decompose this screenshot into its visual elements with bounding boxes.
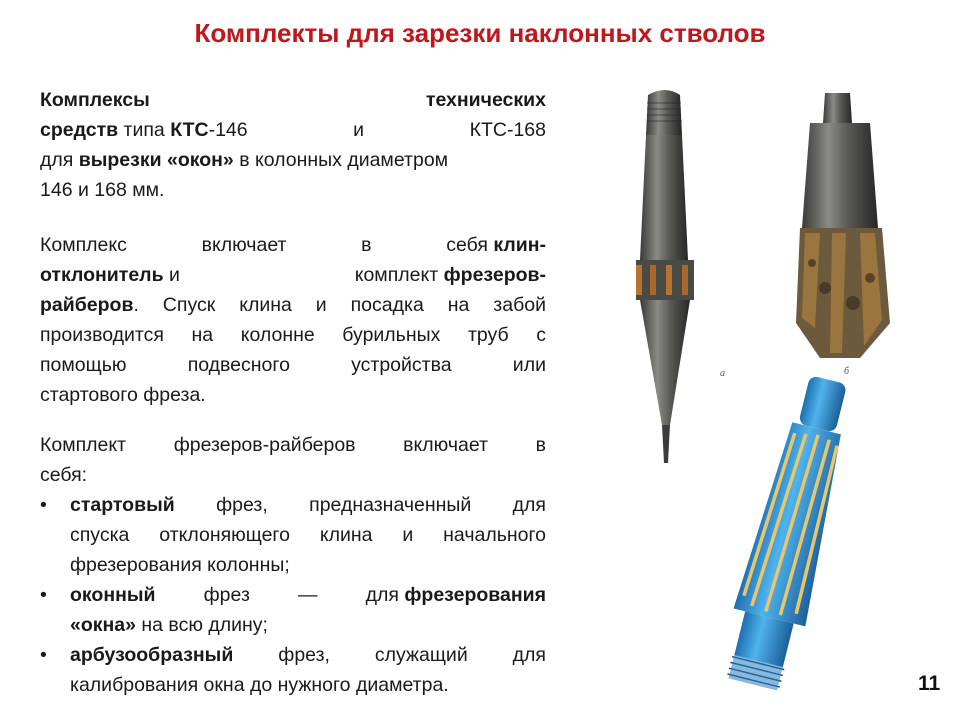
text-rayberov: райберов bbox=[40, 294, 134, 316]
text-frezerov: фрезеров- bbox=[443, 264, 546, 286]
list-item bbox=[40, 580, 546, 640]
text-146: -146 bbox=[208, 119, 248, 141]
text-ili: или bbox=[512, 354, 546, 376]
text-pomoshchyu: помощью bbox=[40, 354, 127, 376]
text-dlya2: для bbox=[365, 584, 405, 606]
text-kalibrovaniya: калибрования окна до нужного диаметра. bbox=[70, 674, 449, 696]
page-number: 11 bbox=[918, 672, 941, 695]
text-komplekt: комплект bbox=[354, 264, 444, 286]
text-frez: фрез bbox=[203, 584, 250, 606]
bullet-list bbox=[40, 490, 546, 700]
text-frez-prednaznachennyy: фрез, предназначенный для bbox=[174, 494, 546, 516]
list-item bbox=[40, 490, 546, 580]
text-sebya2: себя: bbox=[40, 464, 88, 486]
text-frezerov-rayberov: фрезеров-райберов bbox=[173, 434, 356, 456]
text-tipa: типа bbox=[118, 119, 171, 141]
text-spuska-klina: спуска отклоняющего клина и начального bbox=[70, 524, 546, 546]
text-kts-168: КТС-168 bbox=[469, 119, 546, 141]
text-vyrezki-okon: вырезки «окон» bbox=[78, 149, 234, 171]
text-sebya: себя bbox=[446, 234, 494, 256]
paragraph-3 bbox=[40, 430, 546, 490]
text-vklyuchaet2: включает bbox=[403, 434, 488, 456]
list-item bbox=[40, 640, 546, 700]
paragraph-2 bbox=[40, 230, 546, 410]
text-klin: клин- bbox=[493, 234, 546, 256]
text-frez-sluzhashchiy: фрез, служащий для bbox=[233, 644, 546, 666]
slide-title: Комплекты для зарезки наклонных стволов bbox=[194, 18, 766, 48]
text-146-168: 146 и 168 мм. bbox=[40, 179, 165, 201]
starting-mill-image bbox=[790, 88, 900, 368]
text-kompleks: Комплекс bbox=[40, 234, 127, 256]
text-tekhnicheskikh: технических bbox=[425, 89, 546, 111]
caption-b: б bbox=[844, 366, 850, 377]
text-podvesnogo: подвесного bbox=[187, 354, 290, 376]
text-vklyuchaet: включает bbox=[201, 234, 287, 256]
text-i2: и bbox=[163, 264, 180, 286]
text-dlya: для bbox=[40, 149, 79, 171]
text-v2: в bbox=[535, 434, 546, 456]
text-startovyy: стартовый bbox=[70, 494, 175, 516]
wedge-deflector-image bbox=[620, 85, 710, 465]
watermelon-mill-image bbox=[715, 375, 865, 695]
paragraph-1 bbox=[40, 85, 546, 205]
text-okna: «окна» bbox=[70, 614, 136, 636]
text-startovogo-freza: стартового фреза. bbox=[40, 384, 206, 406]
text-arbuzoobraznyy: арбузообразный bbox=[70, 644, 234, 666]
text-frezerovaniya: фрезерования bbox=[404, 584, 546, 606]
bullet-dot: • bbox=[40, 644, 47, 666]
text-na-vsyu-dlinu: на всю длину; bbox=[135, 614, 268, 636]
text-i: и bbox=[353, 119, 365, 141]
bullet-dot: • bbox=[40, 584, 47, 606]
text-ustroystva: устройства bbox=[351, 354, 452, 376]
text-spusk-klina: . Спуск клина и посадка на забой bbox=[133, 294, 546, 316]
text-dash: — bbox=[298, 584, 318, 606]
bullet-dot: • bbox=[40, 494, 47, 516]
text-okonnyy: оконный bbox=[70, 584, 156, 606]
text-v: в bbox=[361, 234, 372, 256]
text-sredstv: средств bbox=[40, 119, 119, 141]
text-komplekt2: Комплект bbox=[40, 434, 127, 456]
text-proizvoditsya: производится на колонне бурильных труб с bbox=[40, 324, 546, 346]
text-frezerovaniya-kolonny: фрезерования колонны; bbox=[70, 554, 290, 576]
text-kts: КТС bbox=[170, 119, 209, 141]
text-kompleksy: Комплексы bbox=[40, 89, 150, 111]
text-otklonitel: отклонитель bbox=[40, 264, 164, 286]
caption-a: а bbox=[720, 368, 725, 379]
text-v-kolonnykh: в колонных диаметром bbox=[233, 149, 449, 171]
